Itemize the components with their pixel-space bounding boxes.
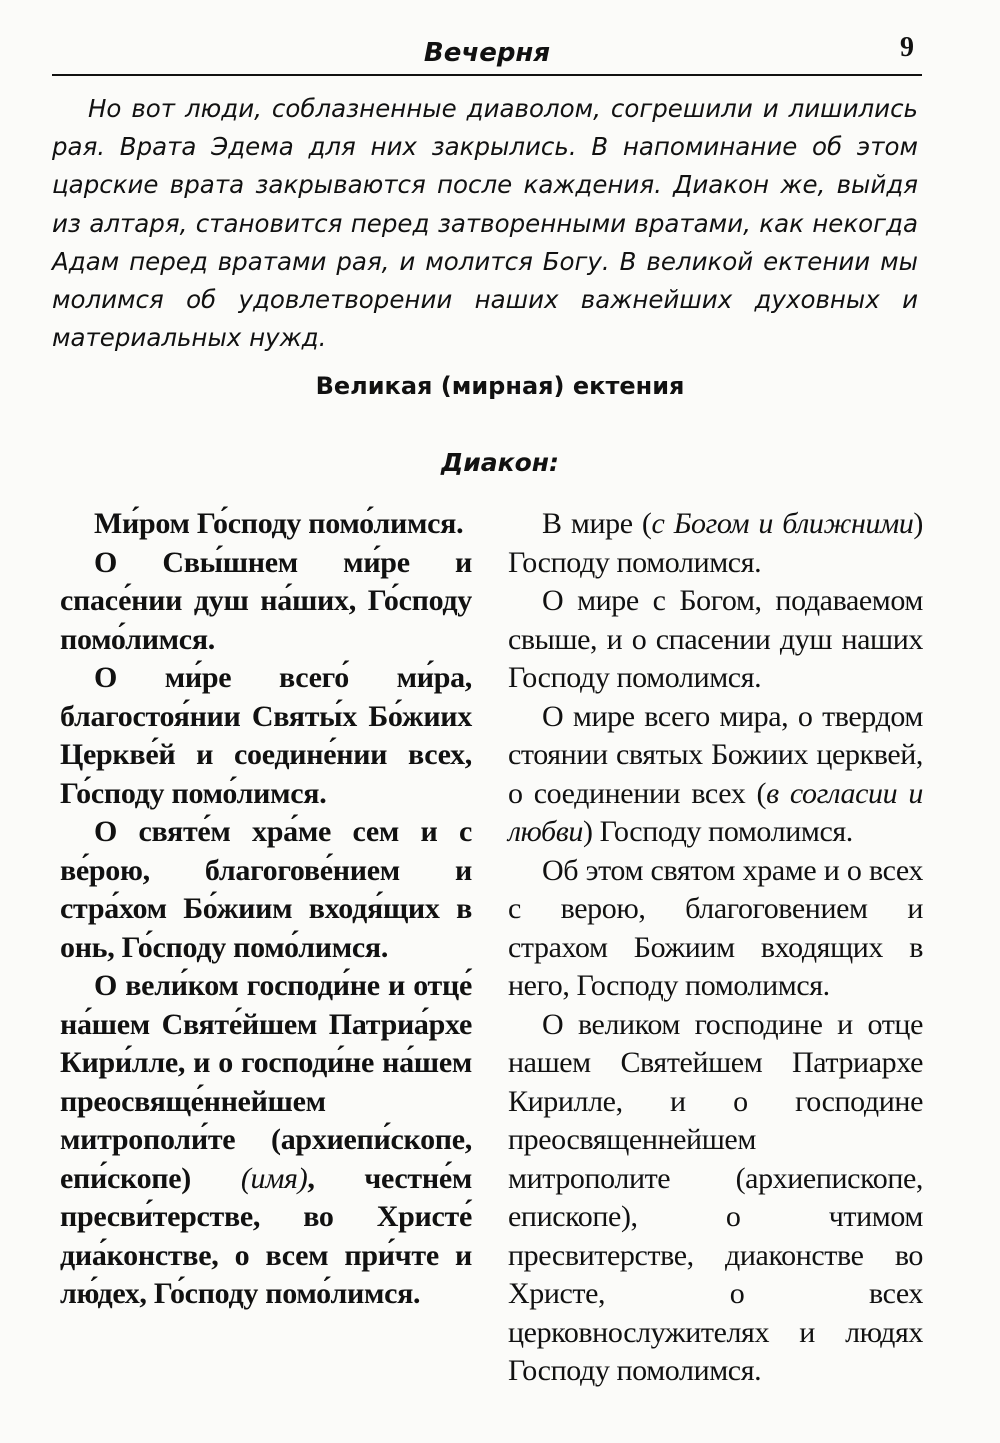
petition-rubric: с Богом и ближними <box>651 507 914 540</box>
petition: О великом господине и отце нашем Святейшем Патриархе Кирилле, и о господине преосвященнейшем митрополите (архиепископе, епископе), о чтимом пресвитерстве, диаконстве во Христе, о всех церковнослужителях и людях Господу помолимся. <box>508 1007 923 1387</box>
petition: О святе́м хра́ме сем и с ве́рою, благогове́нием и стра́хом Бо́жиим входя́щих в онь, Го́споду помо́лимся. <box>60 815 472 964</box>
petition <box>508 505 923 582</box>
petition-text: О вели́ком господи́не и отце́ на́шем Святе́йшем Патриа́рхе Кири́лле, и о господи́не на́шем преосвяще́ннейшем митрополи́те (архиепи́скопе, епи́скопе) <box>60 969 472 1195</box>
petition-text: В мире ( <box>542 507 652 540</box>
russian-translation-column <box>508 505 923 1391</box>
intro-paragraph: Но вот люди, соблазненные диаволом, согрешили и лишились рая. Врата Эдема для них закрылись. В напоминание об этом царские врата закрываются после каждения. Диакон же, выйдя из алтаря, становится перед затворенными вратами, как некогда Адам перед вратами рая, и молится Богу. В великой ектении мы молимся об удовлетворении наших важнейших духовных и материальных нужд. <box>52 94 918 353</box>
section-title: Великая (мирная) ектения <box>315 372 685 400</box>
petition: О мире с Богом, подаваемом свыше, и о спасении душ наших Господу помолимся. <box>508 584 923 694</box>
petition-text: ) Господу помолимся. <box>508 507 924 579</box>
petition: Ми́ром Го́споду помо́лимся. <box>94 507 464 540</box>
petition: Об этом святом храме и о всех с верою, благоговением и страхом Божиим входящих в него, Господу помолимся. <box>508 853 923 1002</box>
intro-section <box>52 90 918 357</box>
petition-text: , честне́м пресви́терстве, во Христе́ диа́констве, о всем при́чте и лю́дех, Го́споду помо́лимся. <box>60 1161 472 1310</box>
petition-rubric: (имя) <box>240 1161 308 1195</box>
page-number: 9 <box>900 32 914 63</box>
petition: О ми́ре всего́ ми́ра, благостоя́нии Святы́х Бо́жиих Церкве́й и соедине́нии всех, Го́споду помо́лимся. <box>60 661 472 810</box>
church-slavonic-column <box>60 505 472 1314</box>
petition-text: ) Господу помолимся. <box>582 815 853 848</box>
page-header <box>52 28 922 76</box>
running-title: Вечерня <box>423 38 551 68</box>
petition: О Свы́шнем ми́ре и спасе́нии душ на́ших, Го́споду помо́лимся. <box>60 545 472 656</box>
petition-text: О мире всего мира, о твердом стоянии святых Божиих церквей, о соединении всех ( <box>508 699 923 810</box>
speaker-label: Диакон: <box>440 448 560 477</box>
petition <box>60 967 472 1314</box>
petition <box>508 698 923 852</box>
petition-rubric: в согласии и любви <box>508 776 923 848</box>
